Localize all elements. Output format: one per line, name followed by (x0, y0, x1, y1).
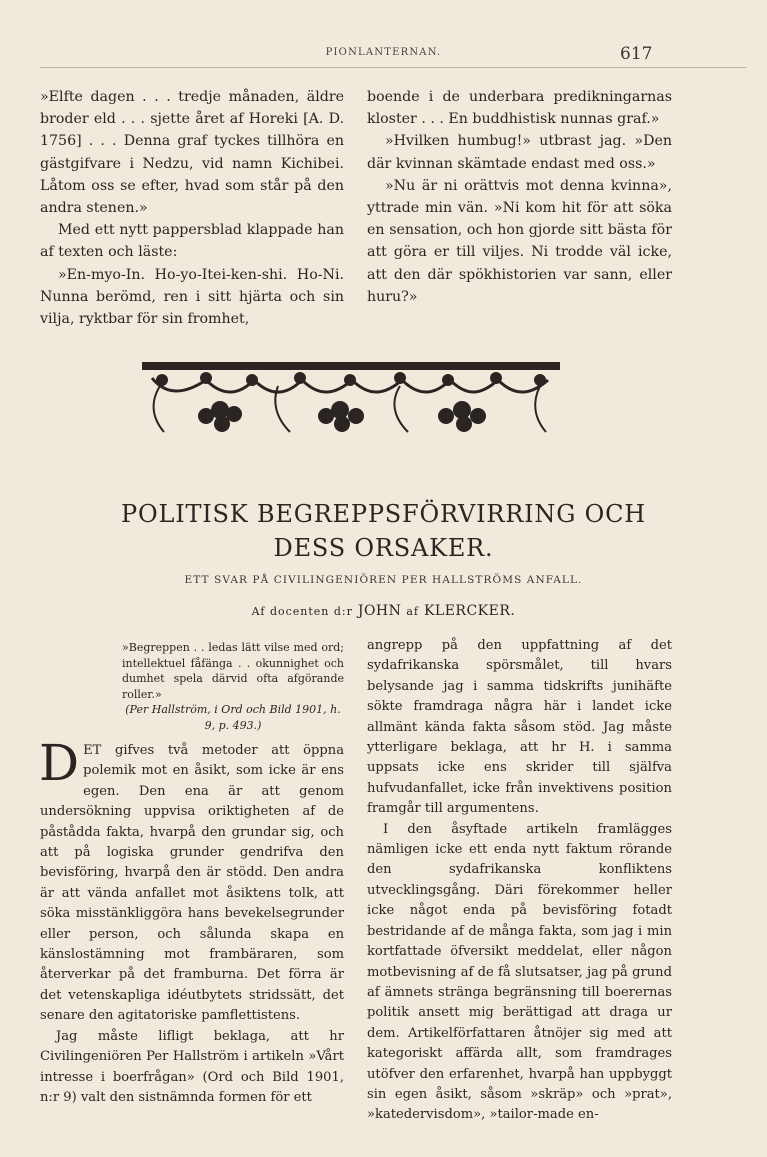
page-number: 617 (620, 44, 653, 64)
article-paragraph: Jag måste lifligt beklaga, att hr Civilingeniören Per Hallström i artikeln »Vårt intresse i boerfrågan» (Ord och Bild 1901, n:r 9) valt den sistnämnda formen för ett (40, 1028, 344, 1105)
story-column-left (40, 86, 344, 330)
story-paragraph: »Hvilken humbug!» utbrast jag. »Den där kvinnan skämtade endast med oss.» (367, 133, 672, 172)
epigraph-quote: »Begreppen . . ledas lätt vilse med ord; intellektuel fåfänga . . okunnighet och dumhet spela därvid ofta afgörande roller.» (122, 641, 344, 701)
byline-prefix: Af docenten d:r (251, 605, 353, 618)
story-paragraph: »Elfte dagen . . . tredje månaden, äldre broder eld . . . sjette året af Horeki [A. D. 1756] . . . Denna graf tyckes tillhöra en gästgifvare i Nedzu, vid namn Kichibei. Låtom oss se efter, hvad som står på den andra stenen.» (40, 89, 344, 217)
article-title-line-1: POLITISK BEGREPPSFÖRVIRRING OCH (121, 500, 646, 528)
article-subtitle: ETT SVAR PÅ CIVILINGENIÖREN PER HALLSTRÖMS ANFALL. (184, 574, 583, 586)
byline-af: af (406, 605, 419, 618)
article-paragraph (39, 734, 344, 1027)
epigraph-source: (Per Hallström, i Ord och Bild 1901, h. 9, p. 493.) (125, 703, 341, 732)
article-byline (0, 603, 767, 619)
running-header: PIONLANTERNAN. (325, 47, 442, 58)
story-paragraph: boende i de underbara predikningarnas kloster . . . En buddhistisk nunnas graf.» (367, 89, 672, 128)
article-column-left (39, 734, 344, 1108)
story-paragraph: Med ett nytt pappersblad klappade han af texten och läste: (40, 222, 344, 261)
drop-cap: D (39, 734, 80, 792)
story-paragraph: »Nu är ni orättvis mot denna kvinna», yttrade min vän. »Ni kom hit för att söka en sensation, och hon gjorde sitt bästa för att göra er till viljes. Ni trodde väl icke, att den där spökhistorien var sann, eller huru?» (367, 177, 672, 305)
story-paragraph: »En-myo-In. Ho-yo-Itei-ken-shi. Ho-Ni. Nunna berömd, ren i sitt hjärta och sin vilja, ryktbar för sin fromhet, (40, 266, 344, 328)
author-first-name: JOHN (357, 603, 402, 619)
header-rule (40, 67, 746, 68)
article-paragraph-text: ET gifves två metoder att öppna polemik mot en åsikt, som icke är ens egen. Den ena är att genom undersökning uppvisa oriktigheten af de påstådda fakta, hvarpå den grundar sig, och att på logiska grunder gendrifva den bevisföring, hvarpå den är stödd. Den andra är att vända anfallet mot åsiktens tolk, att söka misstänkliggöra hans bevekelsegrunder eller person, och sålunda skapa en känslostämning mot frambäraren, som återverkar på det framburna. Det förra är det vetenskapliga idéutbytets stridssätt, det senare den agitatoriske pamflettistens. (40, 743, 344, 1024)
article-paragraph: I den åsyftade artikeln framlägges nämligen icke ett enda nytt faktum rörande den sydafrikanska konfliktens utvecklingsgång. Däri förekommer heller icke något enda på bevisföring fotadt bestridande af de många fakta, som jag i min kortfattade öfversikt meddelat, eller någon motbevisning af de få slutsatser, jag på grund af ämnets stränga begränsning till boerernas politik ansett mig berättigad att draga ur dem. Artikelförfattaren åtnöjer sig med att kategoriskt affärda allt, som framdrages utöfver den erfarenhet, hvarpå han uppbyggt sin egen åsikt, såsom »skräp» och »prat», »katedervisdom», »tailor-made en- (367, 821, 672, 1123)
author-surname: KLERCKER. (423, 603, 516, 619)
berry-garland-ornament (142, 362, 560, 442)
article-paragraph: angrepp på den uppfattning af det sydafrikanska spörsmålet, till hvars belysande jag i samma tidskrifts junihäfte sökte framdraga några här i landet icke allmänt kända fakta såsom stöd. Jag måste ytterligare beklaga, att hr H. i samma uppsats icke ens skrider till själfva hufvudanfallet, icke från invektivens position framgår till argumentens. (367, 638, 672, 817)
story-column-right (367, 86, 672, 308)
article-column-right (367, 636, 672, 1126)
article-title-line-2: DESS ORSAKER. (273, 534, 494, 562)
epigraph (122, 640, 344, 734)
